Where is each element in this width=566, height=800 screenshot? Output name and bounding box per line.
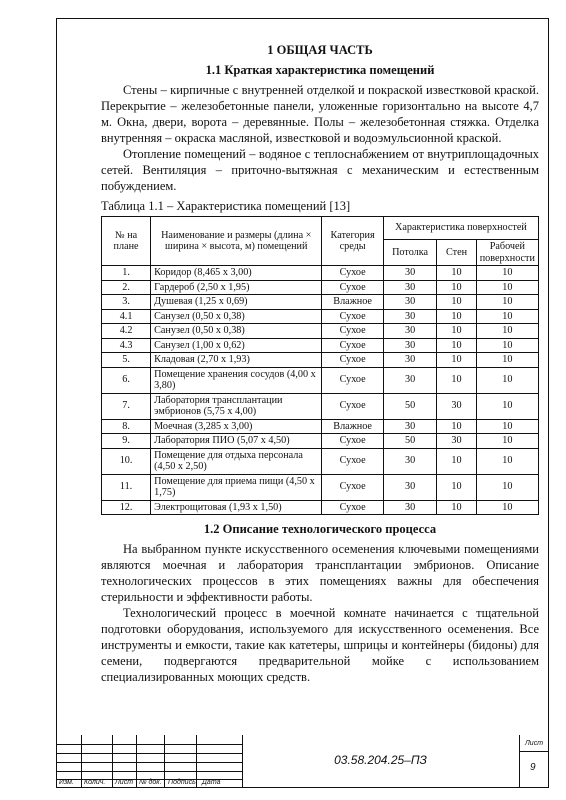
cell-wall: 30 (437, 434, 476, 449)
cell-wall: 10 (437, 266, 476, 281)
cell-name: Моечная (3,285 х 3,00) (151, 419, 322, 434)
header-name: Наименование и размеры (длина × ширина × высота, м) помещений (151, 217, 322, 266)
cell-work: 10 (476, 280, 538, 295)
table-row (102, 500, 539, 515)
cell-cat: Влажное (322, 295, 383, 310)
paragraph-walls: Стены – кирпичные с внутренней отделкой и покраской известковой краской. Перекрытие – железобетонные панели, уложенные горизонтально на высоте 4,7 м. Окна, двери, ворота – деревянные. Полы – железобетонная стяжка. Отделка внутренняя – окраска масляной, известковой и водоэмульсионной краской. (101, 83, 539, 145)
doc-number-cell (242, 735, 519, 788)
table-row (102, 338, 539, 353)
cell-name: Санузел (0,50 х 0,38) (151, 324, 322, 339)
cell-work: 10 (476, 338, 538, 353)
section-1-title: 1 ОБЩАЯ ЧАСТЬ (267, 43, 373, 57)
rooms-table (101, 216, 539, 515)
cell-num: 11. (102, 474, 151, 500)
table-row (102, 295, 539, 310)
paragraph-heating: Отопление помещений – водяное с теплоснабжением от внутриплощадочных сетей. Вентиляция – приточно-вытяжная с механическим и естественным побуждением. (101, 147, 539, 193)
sheet-number: 9 (530, 762, 536, 773)
table-row (102, 474, 539, 500)
table-row (102, 353, 539, 368)
cell-work: 10 (476, 266, 538, 281)
cell-ceil: 30 (383, 324, 436, 339)
cell-ceil: 30 (383, 266, 436, 281)
header-surfaces: Характеристика поверхностей (383, 217, 538, 240)
cell-cat: Сухое (322, 266, 383, 281)
cell-num: 5. (102, 353, 151, 368)
cell-num: 8. (102, 419, 151, 434)
cell-name: Санузел (0,50 х 0,38) (151, 309, 322, 324)
cell-ceil: 30 (383, 295, 436, 310)
header-ceiling: Потолка (383, 240, 436, 266)
cell-name: Помещение хранения сосудов (4,00 х 3,80) (151, 367, 322, 393)
cell-num: 9. (102, 434, 151, 449)
cell-wall: 10 (437, 474, 476, 500)
cell-wall: 10 (437, 448, 476, 474)
cell-ceil: 30 (383, 280, 436, 295)
cell-work: 10 (476, 309, 538, 324)
cell-wall: 10 (437, 419, 476, 434)
cell-cat: Сухое (322, 309, 383, 324)
table-row (102, 324, 539, 339)
table-row (102, 419, 539, 434)
cell-num: 10. (102, 448, 151, 474)
cell-work: 10 (476, 367, 538, 393)
doc-number: 03.58.204.25–ПЗ (334, 753, 427, 767)
cell-ceil: 30 (383, 500, 436, 515)
cell-ceil: 30 (383, 338, 436, 353)
cell-wall: 10 (437, 309, 476, 324)
header-num: № на плане (102, 217, 151, 266)
cell-name: Лаборатория ПИО (5,07 х 4,50) (151, 434, 322, 449)
title-block (56, 735, 549, 788)
cell-cat: Сухое (322, 353, 383, 368)
cell-cat: Сухое (322, 367, 383, 393)
cell-ceil: 30 (383, 309, 436, 324)
cell-name: Помещение для отдыха персонала (4,50 х 2,50) (151, 448, 322, 474)
paragraph-process-intro: На выбранном пункте искусственного осеменения ключевыми помещениями являются моечная и лаборатория трансплантации эмбрионов. Описание технологических процессов в этих помещениях важны для обеспечения стерильности и эффективности работы. (101, 542, 539, 604)
table-row (102, 367, 539, 393)
header-work: Рабочей поверхности (476, 240, 538, 266)
cell-cat: Сухое (322, 448, 383, 474)
cell-cat: Влажное (322, 419, 383, 434)
cell-wall: 10 (437, 338, 476, 353)
cell-name: Гардероб (2,50 х 1,95) (151, 280, 322, 295)
col-kolich: Колич. (84, 779, 106, 786)
table-row (102, 280, 539, 295)
col-izm: Изм. (59, 779, 74, 786)
table-row (102, 448, 539, 474)
cell-cat: Сухое (322, 280, 383, 295)
cell-work: 10 (476, 434, 538, 449)
cell-cat: Сухое (322, 393, 383, 419)
cell-cat: Сухое (322, 474, 383, 500)
cell-name: Электрощитовая (1,93 х 1,50) (151, 500, 322, 515)
col-signature: Подпись (168, 779, 196, 786)
cell-name: Лаборатория трансплантации эмбрионов (5,75 х 4,00) (151, 393, 322, 419)
table-row (102, 434, 539, 449)
cell-num: 3. (102, 295, 151, 310)
cell-ceil: 30 (383, 419, 436, 434)
title-block-grid (56, 735, 242, 788)
cell-wall: 10 (437, 324, 476, 339)
cell-ceil: 30 (383, 474, 436, 500)
cell-wall: 10 (437, 295, 476, 310)
cell-wall: 10 (437, 500, 476, 515)
cell-work: 10 (476, 295, 538, 310)
cell-ceil: 50 (383, 393, 436, 419)
cell-wall: 10 (437, 353, 476, 368)
cell-work: 10 (476, 448, 538, 474)
cell-ceil: 30 (383, 367, 436, 393)
cell-num: 1. (102, 266, 151, 281)
col-list: Лист (115, 779, 134, 786)
cell-name: Помещение для приема пищи (4,50 х 1,75) (151, 474, 322, 500)
cell-num: 2. (102, 280, 151, 295)
cell-num: 6. (102, 367, 151, 393)
cell-num: 7. (102, 393, 151, 419)
table-row (102, 393, 539, 419)
cell-work: 10 (476, 474, 538, 500)
cell-name: Душевая (1,25 х 0,69) (151, 295, 322, 310)
paragraph-washing: Технологический процесс в моечной комнате начинается с тщательной подготовки оборудования, используемого для искусственного осеменения. Все инструменты и емкости, такие как катетеры, шприцы и контейнеры (бидоны) для семени, подвергаются предварительной мойке с использованием специализированных моющих средств. (101, 606, 539, 684)
section-1-1-title: 1.1 Краткая характеристика помещений (205, 63, 435, 77)
cell-work: 10 (476, 419, 538, 434)
cell-num: 4.1 (102, 309, 151, 324)
cell-work: 10 (476, 393, 538, 419)
cell-work: 10 (476, 500, 538, 515)
cell-wall: 30 (437, 393, 476, 419)
cell-ceil: 30 (383, 448, 436, 474)
table-row (102, 309, 539, 324)
cell-name: Кладовая (2,70 х 1,93) (151, 353, 322, 368)
cell-work: 10 (476, 324, 538, 339)
col-date: Дата (202, 779, 221, 786)
cell-name: Коридор (8,465 х 3,00) (151, 266, 322, 281)
cell-wall: 10 (437, 280, 476, 295)
cell-work: 10 (476, 353, 538, 368)
cell-wall: 10 (437, 367, 476, 393)
sheet-label: Лист (525, 740, 544, 747)
table-row (102, 266, 539, 281)
document-body (101, 42, 539, 685)
header-category: Категория среды (322, 217, 383, 266)
cell-cat: Сухое (322, 434, 383, 449)
cell-name: Санузел (1,00 х 0,62) (151, 338, 322, 353)
cell-ceil: 30 (383, 353, 436, 368)
table-caption: Таблица 1.1 – Характеристика помещений [13] (101, 199, 351, 213)
header-walls: Стен (437, 240, 476, 266)
cell-num: 4.3 (102, 338, 151, 353)
section-1-2-title: 1.2 Описание технологического процесса (203, 522, 437, 536)
cell-num: 12. (102, 500, 151, 515)
col-doc: № док. (139, 779, 162, 786)
cell-cat: Сухое (322, 324, 383, 339)
cell-cat: Сухое (322, 500, 383, 515)
cell-ceil: 50 (383, 434, 436, 449)
cell-cat: Сухое (322, 338, 383, 353)
cell-num: 4.2 (102, 324, 151, 339)
